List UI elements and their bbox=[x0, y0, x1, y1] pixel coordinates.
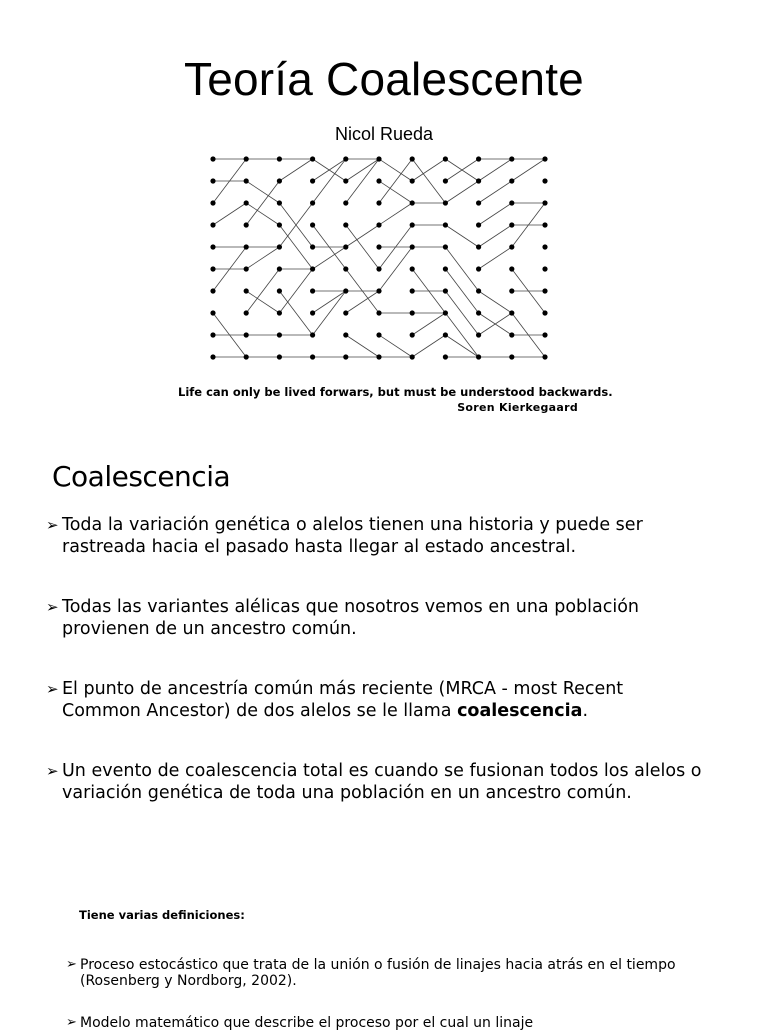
individual-dot bbox=[210, 332, 215, 337]
definition-item bbox=[66, 1015, 720, 1031]
individual-dot bbox=[343, 178, 348, 183]
individual-dot bbox=[310, 310, 315, 315]
individual-dot bbox=[476, 200, 481, 205]
individual-dot bbox=[277, 200, 282, 205]
lineage-line bbox=[213, 203, 246, 225]
individual-dot bbox=[376, 310, 381, 315]
individual-dot bbox=[244, 354, 249, 359]
individual-dot bbox=[210, 222, 215, 227]
individual-dot bbox=[476, 156, 481, 161]
individual-dot bbox=[410, 222, 415, 227]
individual-dot bbox=[310, 222, 315, 227]
lineage-line bbox=[379, 159, 412, 181]
individual-dot bbox=[244, 332, 249, 337]
bullet-text: Todas las variantes alélicas que nosotros vemos en una población provienen de un ancestro común. bbox=[62, 597, 640, 639]
lineage-line bbox=[279, 269, 312, 313]
individual-dot bbox=[542, 354, 547, 359]
lineage-line bbox=[346, 291, 379, 313]
individual-dot bbox=[476, 288, 481, 293]
lineage-line bbox=[346, 335, 379, 357]
individual-dot bbox=[443, 332, 448, 337]
individual-dot bbox=[376, 332, 381, 337]
individual-dot bbox=[343, 354, 348, 359]
individual-dot bbox=[277, 332, 282, 337]
individual-dot bbox=[509, 354, 514, 359]
individual-dot bbox=[244, 222, 249, 227]
lineage-line bbox=[379, 181, 412, 203]
individual-dot bbox=[410, 310, 415, 315]
individual-dot bbox=[476, 354, 481, 359]
individual-dot bbox=[476, 178, 481, 183]
individual-dot bbox=[542, 178, 547, 183]
definitions-slide bbox=[0, 890, 768, 1031]
lineage-line bbox=[279, 291, 312, 335]
section-heading: Coalescencia bbox=[52, 460, 231, 493]
individual-dot bbox=[244, 266, 249, 271]
definitions-heading: Tiene varias definiciones: bbox=[79, 908, 245, 922]
bullet-item bbox=[46, 678, 706, 722]
lineage-line bbox=[445, 247, 478, 291]
individual-dot bbox=[443, 354, 448, 359]
individual-dot bbox=[410, 156, 415, 161]
individual-dot bbox=[542, 310, 547, 315]
arrow-bullet-icon: ➢ bbox=[66, 957, 77, 972]
individual-dot bbox=[343, 288, 348, 293]
individual-dot bbox=[277, 266, 282, 271]
individual-dot bbox=[210, 200, 215, 205]
individual-dot bbox=[376, 156, 381, 161]
individual-dot bbox=[244, 288, 249, 293]
lineage-line bbox=[479, 247, 512, 269]
individual-dot bbox=[277, 244, 282, 249]
individual-dot bbox=[443, 310, 448, 315]
lineage-line bbox=[379, 203, 412, 225]
individual-dot bbox=[244, 200, 249, 205]
individual-dot bbox=[443, 288, 448, 293]
lineage-line bbox=[445, 269, 478, 313]
lineage-line bbox=[246, 291, 279, 313]
individual-dot bbox=[210, 310, 215, 315]
individual-dot bbox=[277, 288, 282, 293]
individual-dot bbox=[509, 288, 514, 293]
individual-dot bbox=[277, 222, 282, 227]
individual-dot bbox=[244, 310, 249, 315]
individual-dot bbox=[476, 222, 481, 227]
lineage-line bbox=[246, 203, 279, 225]
lineage-line bbox=[412, 335, 445, 357]
individual-dot bbox=[410, 288, 415, 293]
lineage-line bbox=[379, 335, 412, 357]
arrow-bullet-icon: ➢ bbox=[66, 1015, 77, 1030]
definition-text: Proceso estocástico que trata de la unión o fusión de linajes hacia atrás en el tiempo (Rosenberg y Nordborg, 2002). bbox=[80, 957, 676, 989]
individual-dot bbox=[343, 244, 348, 249]
lineage-line bbox=[512, 159, 545, 181]
individual-dot bbox=[542, 244, 547, 249]
individual-dot bbox=[376, 222, 381, 227]
individual-dot bbox=[277, 156, 282, 161]
individual-dot bbox=[410, 332, 415, 337]
individual-dot bbox=[410, 178, 415, 183]
bullet-item bbox=[46, 760, 706, 804]
individual-dot bbox=[410, 244, 415, 249]
lineage-line bbox=[346, 159, 379, 203]
individual-dot bbox=[310, 354, 315, 359]
individual-dot bbox=[310, 266, 315, 271]
individual-dot bbox=[443, 200, 448, 205]
individual-dot bbox=[376, 244, 381, 249]
bullet-text-end: . bbox=[582, 701, 589, 721]
individual-dot bbox=[310, 178, 315, 183]
arrow-bullet-icon: ➢ bbox=[46, 516, 59, 534]
quote-text: Life can only be lived forwars, but must be understood backwards. bbox=[178, 385, 613, 399]
lineage-line bbox=[379, 159, 412, 203]
individual-dot bbox=[509, 332, 514, 337]
individual-dot bbox=[410, 200, 415, 205]
lineage-line bbox=[479, 203, 512, 225]
individual-dot bbox=[343, 310, 348, 315]
lineage-line bbox=[313, 291, 346, 335]
lineage-line bbox=[246, 181, 279, 225]
individual-dot bbox=[376, 354, 381, 359]
individual-dot bbox=[210, 156, 215, 161]
individual-dot bbox=[210, 288, 215, 293]
lineage-line bbox=[445, 291, 478, 335]
individual-dot bbox=[376, 200, 381, 205]
lineage-line bbox=[445, 181, 478, 203]
individual-dot bbox=[343, 266, 348, 271]
individual-dot bbox=[277, 354, 282, 359]
individual-dot bbox=[443, 244, 448, 249]
coalescencia-slide bbox=[0, 440, 768, 890]
lineage-line bbox=[279, 225, 312, 269]
individual-dot bbox=[542, 200, 547, 205]
individual-dot bbox=[310, 332, 315, 337]
lineage-line bbox=[346, 159, 379, 181]
lineage-line bbox=[346, 225, 379, 269]
individual-dot bbox=[443, 156, 448, 161]
individual-dot bbox=[509, 178, 514, 183]
individual-dot bbox=[277, 178, 282, 183]
author-name: Nicol Rueda bbox=[334, 124, 434, 144]
bullet-text: Toda la variación genética o alelos tienen una historia y puede ser rastreada hacia el pasado hasta llegar al estado ancestral. bbox=[62, 515, 643, 557]
individual-dot bbox=[509, 310, 514, 315]
lineage-line bbox=[279, 159, 312, 181]
individual-dot bbox=[410, 354, 415, 359]
individual-dot bbox=[509, 200, 514, 205]
bullet-list bbox=[46, 514, 706, 842]
definition-text: Modelo matemático que describe el proceso por el cual un linaje bbox=[80, 1015, 534, 1031]
lineage-line bbox=[479, 159, 512, 181]
individual-dot bbox=[509, 156, 514, 161]
individual-dot bbox=[542, 266, 547, 271]
individual-dot bbox=[376, 288, 381, 293]
lineage-line bbox=[412, 159, 445, 181]
arrow-bullet-icon: ➢ bbox=[46, 762, 59, 780]
individual-dot bbox=[376, 266, 381, 271]
lineage-line bbox=[479, 291, 512, 313]
lineage-line bbox=[346, 225, 379, 247]
lineage-line bbox=[445, 225, 478, 247]
lineage-line bbox=[412, 313, 445, 335]
individual-dot bbox=[476, 310, 481, 315]
quote-author: Soren Kierkegaard bbox=[457, 401, 578, 414]
lineage-line bbox=[445, 335, 478, 357]
individual-dot bbox=[542, 288, 547, 293]
individual-dot bbox=[410, 266, 415, 271]
lineage-line bbox=[479, 181, 512, 203]
arrow-bullet-icon: ➢ bbox=[46, 598, 59, 616]
individual-dot bbox=[244, 178, 249, 183]
individual-dot bbox=[376, 178, 381, 183]
individual-dot bbox=[509, 244, 514, 249]
individual-dot bbox=[244, 244, 249, 249]
individual-dot bbox=[443, 222, 448, 227]
bullet-text: El punto de ancestría común más reciente (MRCA - most Recent Common Ancestor) de dos alelos se le llama bbox=[62, 679, 624, 721]
lineage-line bbox=[445, 313, 478, 357]
individual-dot bbox=[310, 200, 315, 205]
bullet-bold-term: coalescencia bbox=[457, 701, 583, 721]
individual-dot bbox=[310, 156, 315, 161]
definition-item bbox=[66, 957, 720, 989]
individual-dot bbox=[343, 156, 348, 161]
title-slide bbox=[0, 0, 768, 440]
individual-dot bbox=[509, 222, 514, 227]
individual-dot bbox=[343, 332, 348, 337]
lineage-line bbox=[246, 269, 279, 313]
slide-title: Teoría Coalescente bbox=[184, 53, 584, 105]
lineage-line bbox=[246, 181, 279, 203]
individual-dot bbox=[542, 156, 547, 161]
individual-dot bbox=[443, 266, 448, 271]
individual-dot bbox=[210, 178, 215, 183]
individual-dot bbox=[244, 156, 249, 161]
individual-dot bbox=[443, 178, 448, 183]
arrow-bullet-icon: ➢ bbox=[46, 680, 59, 698]
bullet-item bbox=[46, 596, 706, 640]
individual-dot bbox=[476, 332, 481, 337]
lineage-line bbox=[479, 225, 512, 247]
lineage-line bbox=[379, 247, 412, 291]
genealogy-diagram bbox=[196, 148, 566, 370]
individual-dot bbox=[277, 310, 282, 315]
individual-dot bbox=[343, 222, 348, 227]
lineage-line bbox=[246, 247, 279, 269]
individual-dot bbox=[476, 244, 481, 249]
individual-dot bbox=[210, 354, 215, 359]
individual-dot bbox=[310, 288, 315, 293]
lineage-line bbox=[313, 291, 346, 313]
bullet-item bbox=[46, 514, 706, 558]
individual-dot bbox=[343, 200, 348, 205]
individual-dot bbox=[509, 266, 514, 271]
lineage-line bbox=[313, 247, 346, 269]
individual-dot bbox=[310, 244, 315, 249]
individual-dot bbox=[542, 332, 547, 337]
lineage-line bbox=[313, 159, 346, 203]
individual-dot bbox=[210, 266, 215, 271]
bullet-text: Un evento de coalescencia total es cuando se fusionan todos los alelos o variación genética de toda una población en un ancestro común. bbox=[62, 761, 702, 803]
lineage-line bbox=[412, 159, 445, 203]
individual-dot bbox=[542, 222, 547, 227]
individual-dot bbox=[476, 266, 481, 271]
individual-dot bbox=[210, 244, 215, 249]
